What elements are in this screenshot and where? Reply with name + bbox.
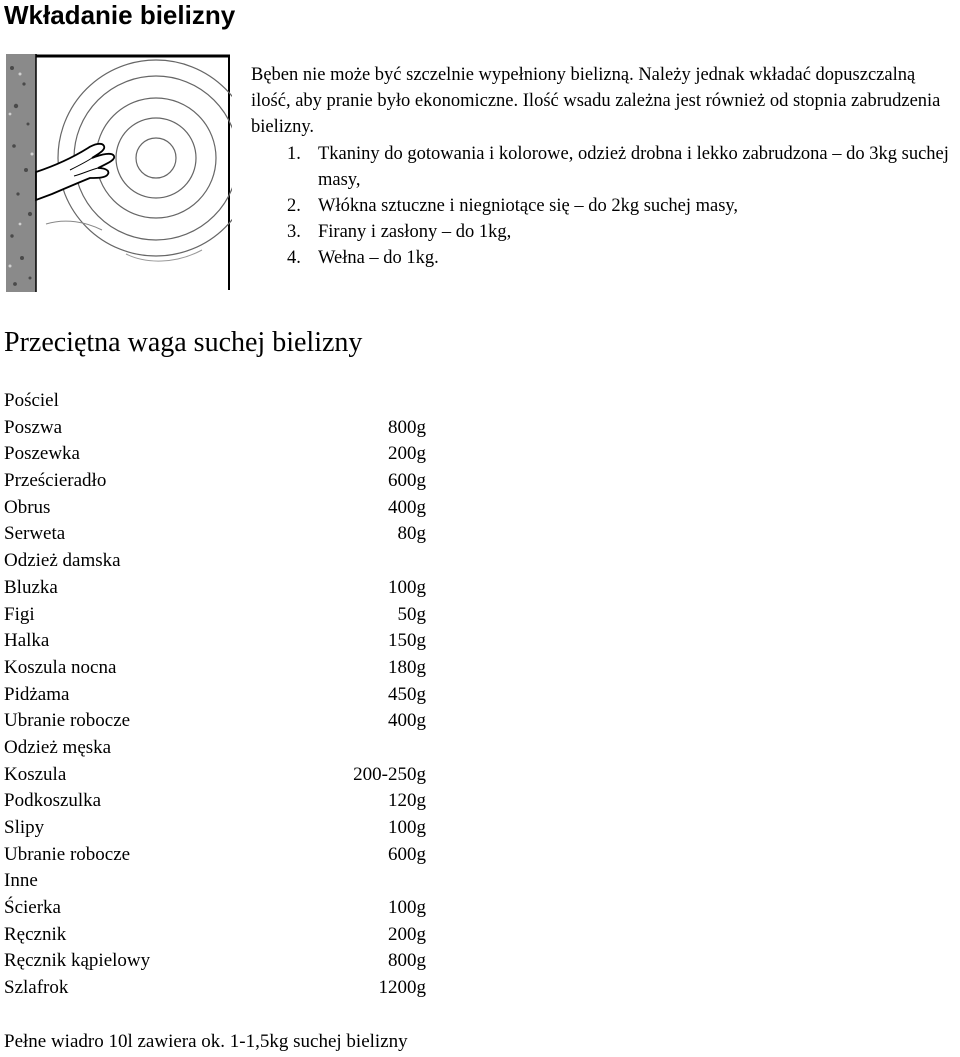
item-weight: 180g [388, 656, 426, 678]
page-title: Wkładanie bielizny [4, 0, 236, 30]
item-name: Koszula nocna [4, 656, 117, 678]
item-name: Prześcieradło [4, 470, 107, 492]
item-weight: 400g [388, 496, 426, 518]
footer-note: Pełne wiadro 10l zawiera ok. 1-1,5kg suchej bielizny [4, 1031, 408, 1052]
table-row [4, 922, 434, 949]
intro-paragraph: Bęben nie może być szczelnie wypełniony bielizną. Należy jednak wkładać dopuszczalną ilość, aby pranie było ekonomiczne. Ilość wsadu zależna jest również od stopnia zabrudzenia bielizny. [251, 65, 941, 138]
item-weight: 100g [388, 897, 426, 919]
item-name: Ścierka [4, 897, 61, 919]
table-row [4, 628, 434, 655]
table-row [4, 521, 434, 548]
table-row [4, 468, 434, 495]
item-name: Serweta [4, 523, 66, 545]
item-name: Ubranie robocze [4, 710, 131, 732]
item-name: Podkoszulka [4, 790, 102, 812]
item-weight: 120g [388, 790, 426, 812]
table-row [4, 495, 434, 522]
loading-instructions [251, 62, 956, 272]
table-row [4, 682, 434, 709]
item-weight: 800g [388, 416, 426, 438]
item-weight: 50g [397, 603, 426, 625]
item-weight: 450g [388, 683, 426, 705]
table-row [4, 548, 434, 575]
item-name: Pidżama [4, 683, 70, 705]
list-item: 4. Wełna – do 1kg. [287, 248, 439, 269]
table-row [4, 708, 434, 735]
item-name: Ręcznik [4, 923, 67, 945]
item-name: Figi [4, 603, 35, 625]
item-name: Poszwa [4, 416, 63, 438]
item-name: Koszula [4, 763, 67, 785]
section-title: Przeciętna waga suchej bielizny [4, 327, 363, 358]
hand-loading-drum-illustration [6, 54, 232, 292]
item-name: Odzież męska [4, 736, 112, 758]
table-row [4, 441, 434, 468]
item-name: Obrus [4, 496, 51, 518]
list-item: 1. Tkaniny do gotowania i kolorowe, odzież drobna i lekko zabrudzona – do 3kg suchej masy, [287, 143, 949, 190]
item-weight: 80g [397, 523, 426, 545]
table-row [4, 895, 434, 922]
table-row [4, 868, 434, 895]
item-weight: 1200g [378, 977, 426, 999]
table-row [4, 415, 434, 442]
table-row [4, 815, 434, 842]
item-name: Pościel [4, 390, 59, 411]
item-name: Inne [4, 870, 38, 892]
table-row [4, 948, 434, 975]
item-name: Slipy [4, 817, 45, 838]
item-weight: 200-250g [353, 763, 426, 785]
item-name: Poszewka [4, 443, 80, 465]
load-limits-list [251, 141, 956, 272]
item-name: Ręcznik kąpielowy [4, 950, 151, 972]
list-item: 2. Włókna sztuczne i niegniotące się – do 2kg suchej masy, [287, 196, 739, 217]
item-name: Halka [4, 630, 50, 652]
table-row [4, 735, 434, 762]
table-row [4, 388, 434, 415]
item-weight: 200g [388, 923, 426, 945]
item-weight: 400g [388, 710, 426, 732]
item-weight: 600g [388, 843, 426, 865]
table-row [4, 842, 434, 869]
table-row [4, 602, 434, 629]
item-name: Ubranie robocze [4, 843, 131, 865]
item-name: Bluzka [4, 576, 58, 598]
item-weight: 100g [388, 576, 426, 598]
list-item: 3. Firany i zasłony – do 1kg, [287, 222, 512, 243]
table-row [4, 762, 434, 789]
weights-table [4, 388, 434, 1002]
table-row [4, 975, 434, 1002]
item-weight: 600g [388, 470, 426, 492]
item-weight: 150g [388, 630, 426, 652]
item-weight: 800g [388, 950, 426, 972]
table-row [4, 575, 434, 602]
item-weight: 100g [388, 817, 426, 838]
table-row [4, 655, 434, 682]
item-weight: 200g [388, 443, 426, 465]
item-name: Szlafrok [4, 977, 69, 999]
table-row [4, 788, 434, 815]
item-name: Odzież damska [4, 550, 121, 572]
